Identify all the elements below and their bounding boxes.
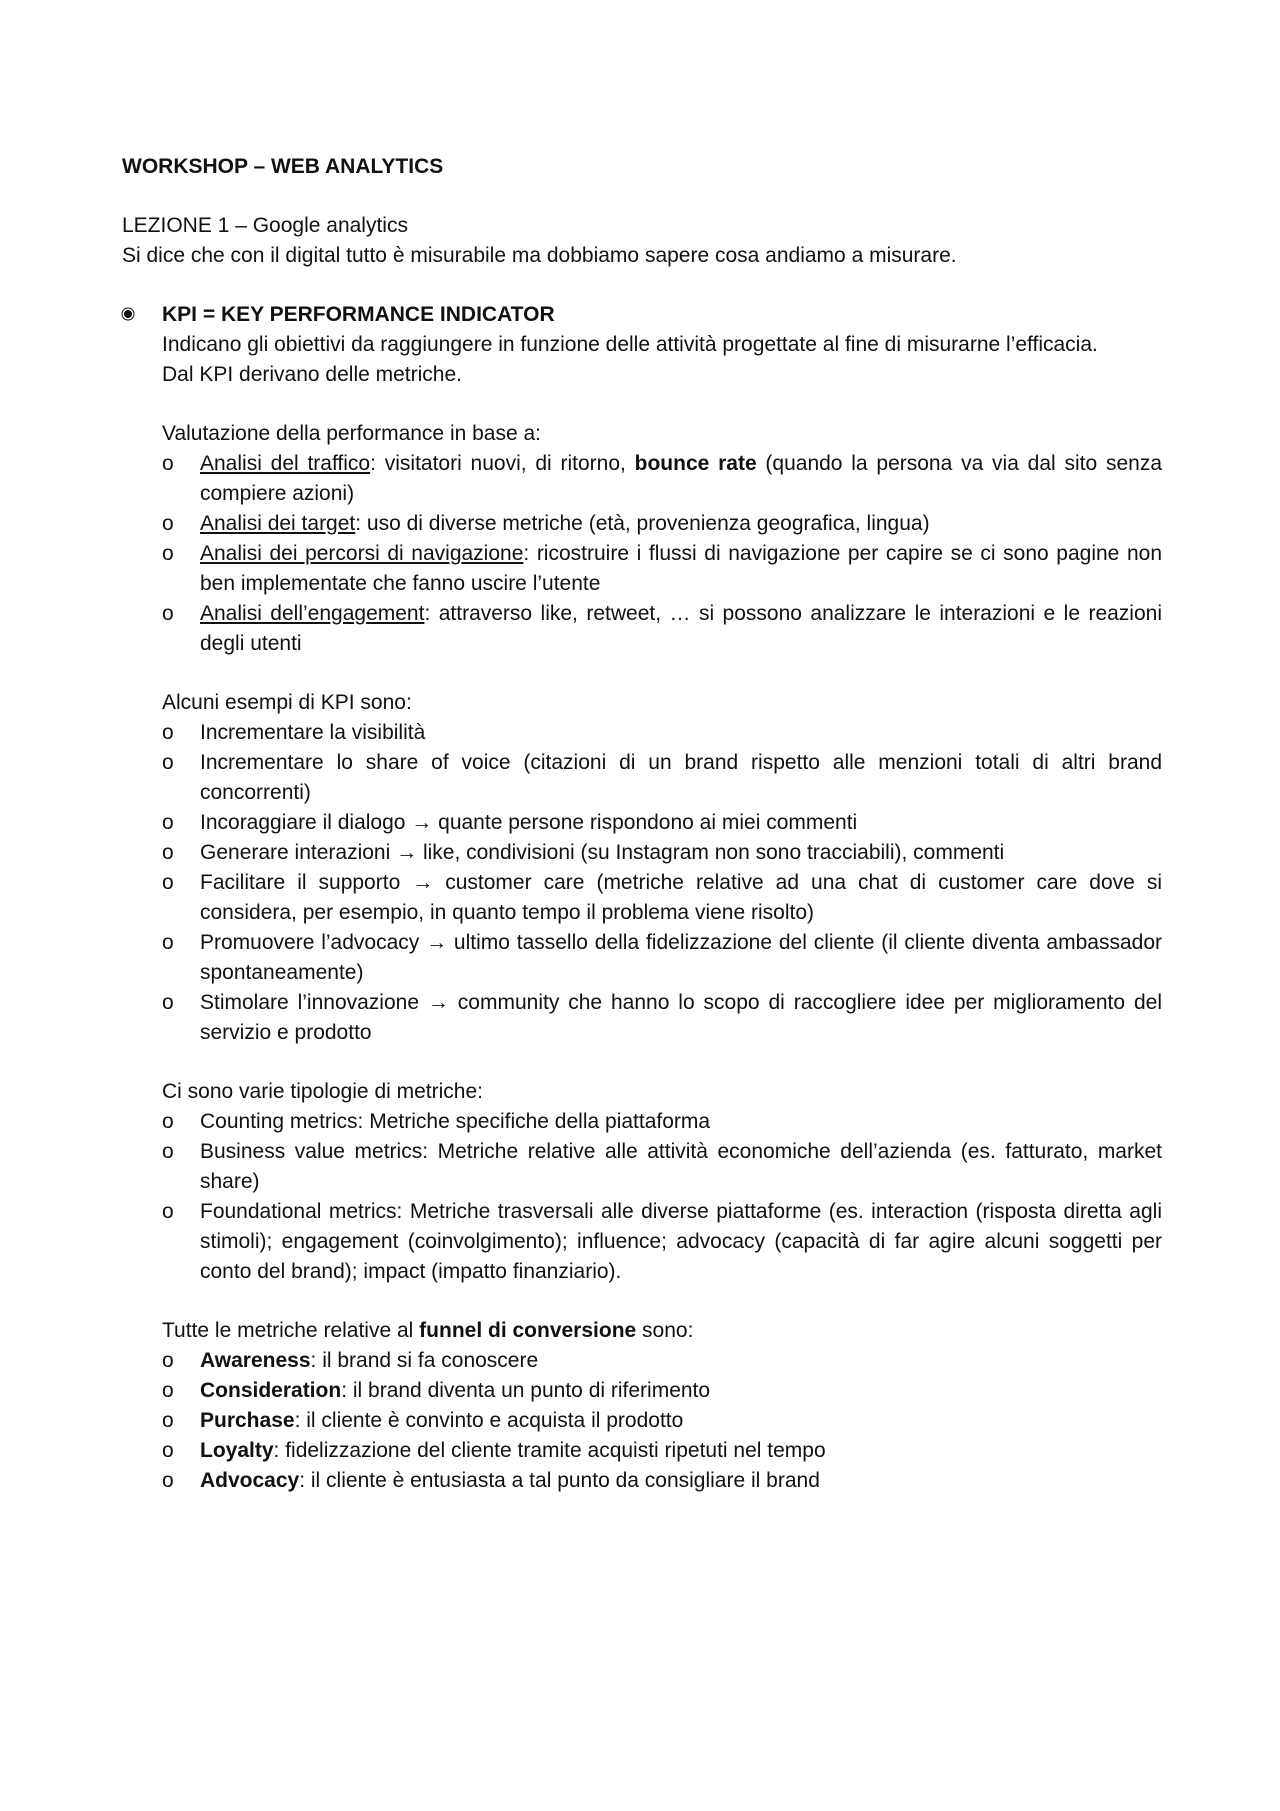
list-marker: o [162, 1469, 174, 1492]
list-marker: o [162, 751, 174, 774]
item-text: : il brand si fa conoscere [310, 1349, 539, 1372]
item-text: : ricostruire i flussi di navigazione per capire se ci sono pagine non ben implementate che fanno uscire l’utente [200, 542, 1162, 595]
item-text: Business value metrics: Metriche relative alle attività economiche dell’azienda (es. fatturato, market share) [200, 1140, 1162, 1193]
list-item [162, 1197, 1162, 1287]
list-marker: o [162, 452, 174, 475]
list-item [162, 539, 1162, 599]
esempi-list [162, 718, 1162, 1048]
list-item [162, 599, 1162, 659]
funnel-intro-bold: funnel di conversione [419, 1319, 637, 1342]
item-text: : fidelizzazione del cliente tramite acquisti ripetuti nel tempo [273, 1439, 826, 1462]
funnel-list [162, 1346, 1162, 1496]
kpi-description: Indicano gli obiettivi da raggiungere in funzione delle attività progettate al fine di misurarne l’efficacia. [162, 333, 1098, 356]
item-text: Foundational metrics: Metriche trasversali alle diverse piattaforme (es. interaction (risposta diretta agli stimoli); engagement (coinvolgimento); influence; advocacy (capacità di far agire alcuni soggetti per conto del brand); impact (impatto finanziario). [200, 1200, 1162, 1283]
list-item [162, 1107, 1162, 1137]
list-item [162, 748, 1162, 808]
item-text: (quando la persona va via dal sito senza compiere azioni) [200, 452, 1162, 505]
funnel-intro-text: sono: [636, 1319, 694, 1342]
list-marker: o [162, 542, 174, 565]
list-item [162, 1466, 1162, 1496]
item-text: Incrementare la visibilità [200, 721, 426, 744]
item-bold: bounce rate [634, 452, 757, 475]
list-marker: o [162, 811, 174, 834]
list-item [162, 718, 1162, 748]
list-marker: o [162, 1409, 174, 1432]
item-text: Stimolare l’innovazione → community che hanno lo scopo di raccogliere idee per miglioramento del servizio e prodotto [200, 991, 1162, 1044]
item-label: Analisi dei percorsi di navigazione [200, 542, 524, 565]
intro-paragraph: Si dice che con il digital tutto è misurabile ma dobbiamo sapere cosa andiamo a misurare. [122, 244, 957, 267]
valutazione-intro: Valutazione della performance in base a: [162, 422, 542, 445]
list-marker: o [162, 1110, 174, 1133]
list-item [162, 868, 1162, 928]
list-marker: o [162, 871, 174, 894]
item-text: : il cliente è convinto e acquista il prodotto [294, 1409, 684, 1432]
lesson-heading: LEZIONE 1 – Google analytics [122, 214, 408, 237]
item-bold: Loyalty [200, 1439, 274, 1462]
item-text: : attraverso like, retweet, … si possono analizzare le interazioni e le reazioni degli utenti [200, 602, 1162, 655]
list-marker: o [162, 1439, 174, 1462]
list-marker: o [162, 721, 174, 744]
item-text: Counting metrics: Metriche specifiche della piattaforma [200, 1110, 711, 1133]
list-item [162, 1436, 1162, 1466]
item-text: : visitatori nuovi, di ritorno, [370, 452, 635, 475]
item-bold: Consideration [200, 1379, 342, 1402]
list-marker: o [162, 602, 174, 625]
list-item [162, 1346, 1162, 1376]
esempi-intro: Alcuni esempi di KPI sono: [162, 691, 412, 714]
kpi-section [122, 300, 1162, 390]
list-item [162, 988, 1162, 1048]
list-marker: o [162, 512, 174, 535]
item-text: Facilitare il supporto → customer care (metriche relative ad una chat di customer care dove si considera, per esempio, in quanto tempo il problema viene risolto) [200, 871, 1162, 924]
list-marker: o [162, 1200, 174, 1223]
list-marker: o [162, 1349, 174, 1372]
list-marker: o [162, 991, 174, 1014]
bullet-icon [124, 310, 132, 318]
tipologie-list [162, 1107, 1162, 1287]
list-item [162, 928, 1162, 988]
list-marker: o [162, 1140, 174, 1163]
document-body [122, 152, 1162, 1496]
list-item [162, 808, 1162, 838]
item-text: Generare interazioni → like, condivisioni (su Instagram non sono tracciabili), commenti [200, 841, 1005, 864]
item-text: Incrementare lo share of voice (citazioni di un brand rispetto alle menzioni totali di altri brand concorrenti) [200, 751, 1162, 804]
item-text: : uso di diverse metriche (età, provenienza geografica, lingua) [355, 512, 930, 535]
item-label: Analisi dei target [200, 512, 356, 535]
list-marker: o [162, 841, 174, 864]
item-label: Analisi del traffico [200, 452, 371, 475]
list-item [162, 838, 1162, 868]
item-label: Analisi dell’engagement [200, 602, 425, 625]
kpi-metrics-note: Dal KPI derivano delle metriche. [162, 363, 462, 386]
item-text: : il brand diventa un punto di riferimento [341, 1379, 711, 1402]
funnel-intro-text: Tutte le metriche relative al [162, 1319, 420, 1342]
list-item [162, 449, 1162, 509]
document-title: WORKSHOP – WEB ANALYTICS [122, 155, 444, 178]
list-marker: o [162, 1379, 174, 1402]
item-text: Incoraggiare il dialogo → quante persone rispondono ai miei commenti [200, 811, 858, 834]
list-item [162, 1406, 1162, 1436]
item-bold: Purchase [200, 1409, 295, 1432]
item-text: Promuovere l’advocacy → ultimo tassello della fidelizzazione del cliente (il cliente diventa ambassador spontaneamente) [200, 931, 1162, 984]
item-bold: Awareness [200, 1349, 311, 1372]
valutazione-list [162, 449, 1162, 659]
kpi-heading: KPI = KEY PERFORMANCE INDICATOR [162, 303, 555, 326]
item-text: : il cliente è entusiasta a tal punto da consigliare il brand [299, 1469, 820, 1492]
list-item [162, 509, 1162, 539]
list-item [162, 1376, 1162, 1406]
funnel-intro [162, 1316, 1162, 1346]
list-marker: o [162, 931, 174, 954]
list-item [162, 1137, 1162, 1197]
item-bold: Advocacy [200, 1469, 300, 1492]
tipologie-intro: Ci sono varie tipologie di metriche: [162, 1080, 483, 1103]
